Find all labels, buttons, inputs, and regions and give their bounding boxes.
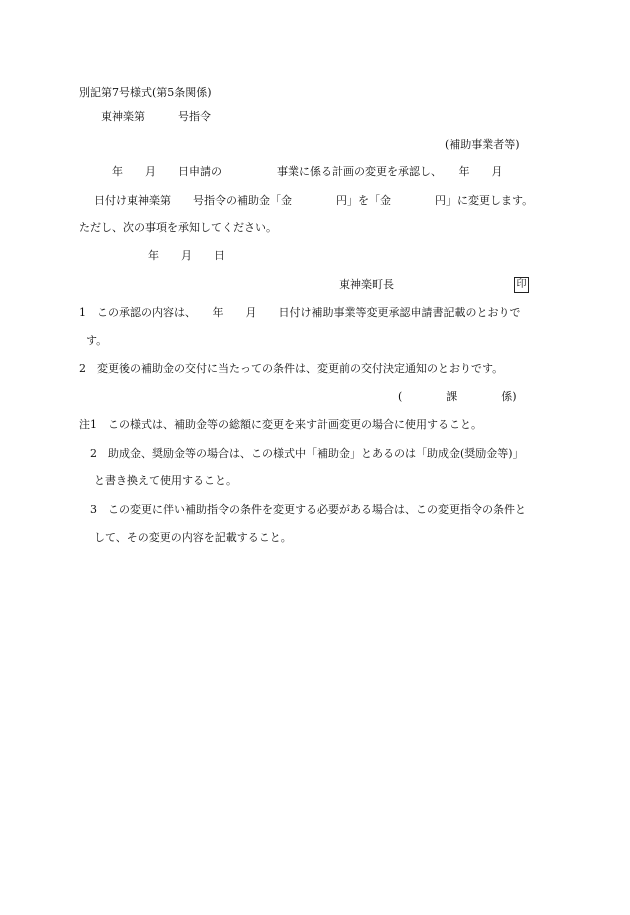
body-line-1: 年 月 日申請の 事業に係る計画の変更を承認し、 年 月 <box>112 165 503 178</box>
issuer-name: 東神楽町長 <box>339 278 394 291</box>
order-number: 東神楽第 号指令 <box>101 110 211 123</box>
note-3-line-a: 3 この変更に伴い補助指令の条件を変更する必要がある場合は、この変更指令の条件と <box>90 503 526 516</box>
item-2: 2 変更後の補助金の交付に当たっての条件は、変更前の交付決定通知のとおりです。 <box>79 362 504 375</box>
seal-mark: 印 <box>514 277 529 293</box>
section-label: ( 課 係) <box>398 390 517 403</box>
date-line: 年 月 日 <box>148 249 225 262</box>
note-3-line-b: して、その変更の内容を記載すること。 <box>94 531 292 544</box>
recipient-label: (補助事業者等) <box>445 138 520 151</box>
note-1: 注1 この様式は、補助金等の総額に変更を来す計画変更の場合に使用すること。 <box>79 418 482 431</box>
note-2-line-b: と書き換えて使用すること。 <box>94 474 237 487</box>
form-title: 別記第7号様式(第5条関係) <box>79 86 212 99</box>
item-1-line-a: 1 この承認の内容は、 年 月 日付け補助事業等変更承認申請書記載のとおりで <box>79 306 521 319</box>
body-line-2: 日付け東神楽第 号指令の補助金「金 円」を「金 円」に変更します。 <box>94 194 534 207</box>
note-2-line-a: 2 助成金、奨励金等の場合は、この様式中「補助金」とあるのは「助成金(奨励金等)」 <box>90 447 524 460</box>
body-line-3: ただし、次の事項を承知してください。 <box>79 221 277 234</box>
item-1-line-b: す。 <box>86 334 108 347</box>
